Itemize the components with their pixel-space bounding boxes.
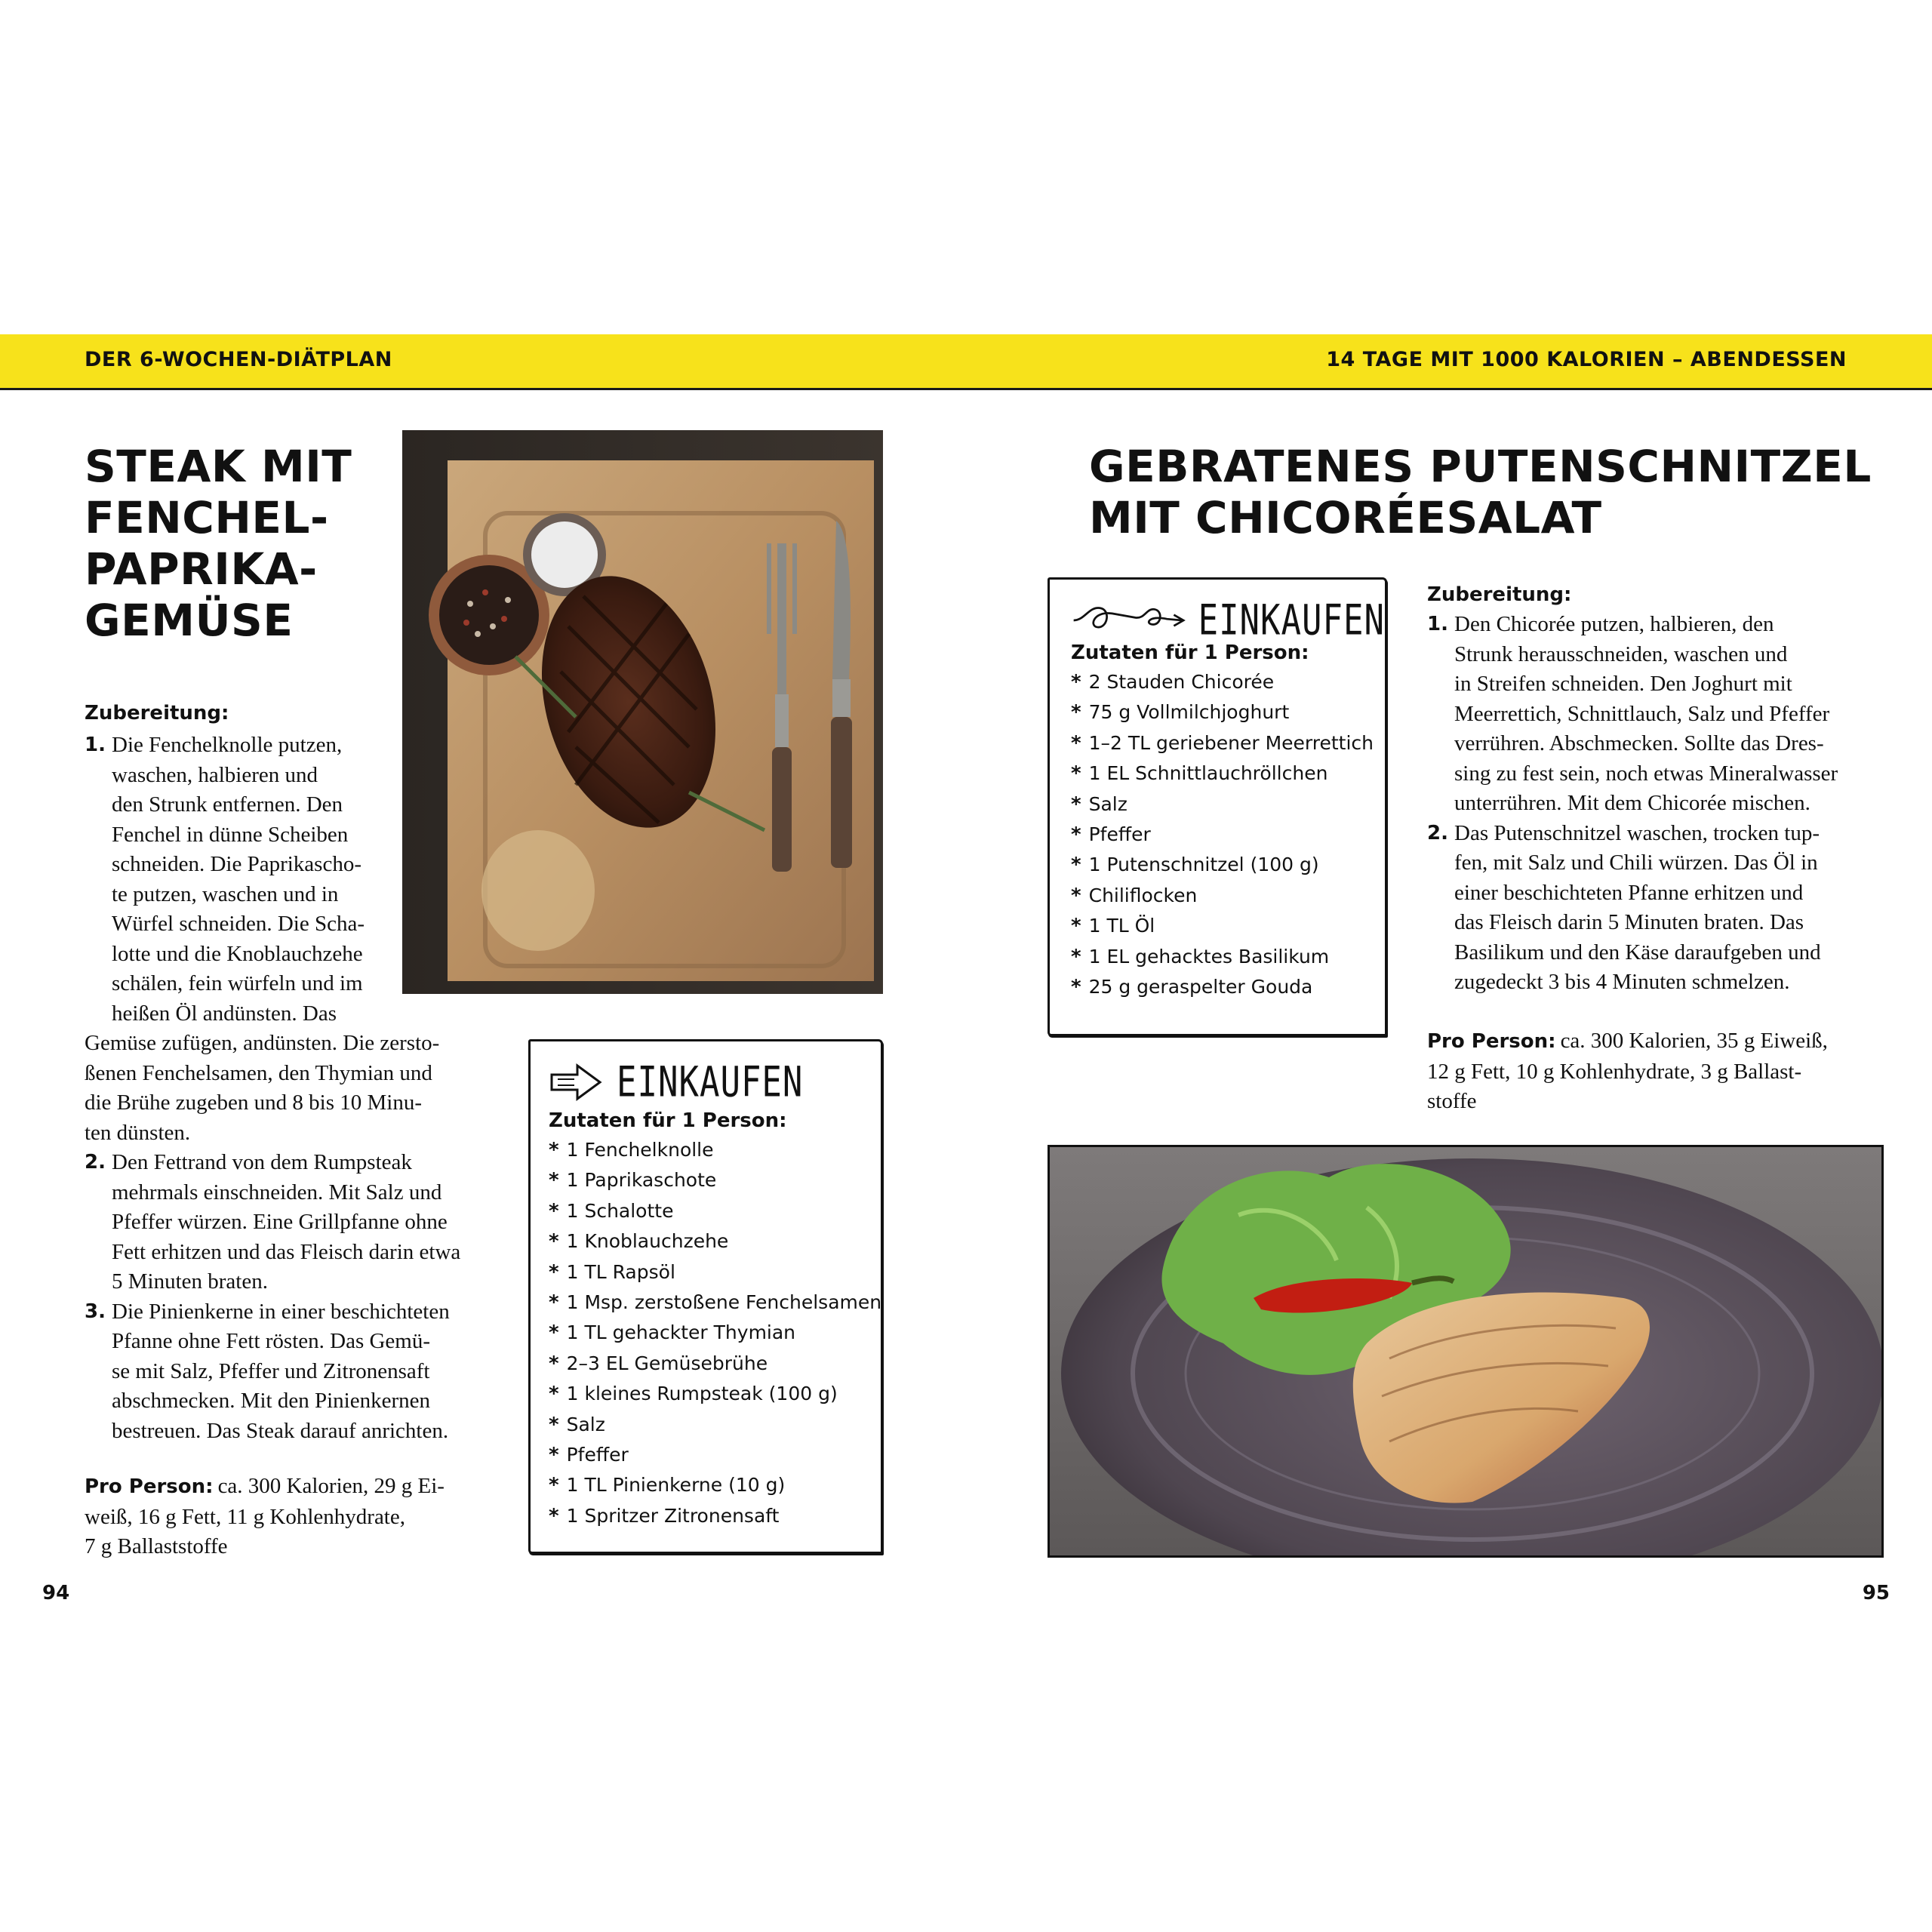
right-recipe-title (1089, 441, 1872, 543)
page-number-right: 95 (1862, 1582, 1890, 1604)
shopping-list (549, 1135, 881, 1531)
shopping-item-text: 1–2 TL geriebener Meerrettich (1088, 731, 1374, 754)
step-number: 2. (1427, 821, 1448, 844)
step-text-line: Das Putenschnitzel waschen, trocken tup- (1454, 820, 1820, 845)
right-step (1427, 610, 1880, 819)
shopping-item (1071, 758, 1385, 789)
step-text-line: ßenen Fenchelsamen, den Thymian und (85, 1060, 432, 1085)
step-text-line: Fett erhitzen und das Fleisch darin etwa (112, 1239, 461, 1264)
star-icon: * (549, 1413, 559, 1436)
star-icon: * (549, 1260, 559, 1284)
shopping-item (1071, 728, 1385, 758)
step-text-line: te putzen, waschen und in (112, 881, 339, 906)
shopping-item (549, 1410, 881, 1440)
header-right-title: 14 TAGE MIT 1000 KALORIEN – ABENDESSEN (1326, 348, 1847, 371)
shopping-item-text: 1 TL gehackter Thymian (566, 1321, 796, 1344)
step-text-line: verrühren. Abschmecken. Sollte das Dres- (1454, 731, 1824, 755)
turkey-schnitzel-photo (1048, 1145, 1884, 1558)
shopping-item (549, 1318, 881, 1348)
step-text-line: das Fleisch darin 5 Minuten braten. Das (1454, 910, 1804, 934)
arrow-icon (549, 1061, 603, 1103)
nutrition-line: stoffe (1427, 1089, 1477, 1113)
step-text-line: se mit Salz, Pfeffer und Zitronensaft (112, 1358, 430, 1383)
left-prep-label: Zubereitung: (85, 702, 229, 724)
shopping-item-text: 25 g geraspelter Gouda (1088, 976, 1313, 998)
star-icon: * (549, 1230, 559, 1254)
shopping-item (549, 1501, 881, 1531)
star-icon: * (549, 1291, 559, 1315)
shopping-subheading: Zutaten für 1 Person: (1071, 641, 1309, 664)
step-text-line: Pfeffer würzen. Eine Grillpfanne ohne (112, 1210, 448, 1234)
nutrition-line: 12 g Fett, 10 g Kohlenhydrate, 3 g Ballast- (1427, 1059, 1802, 1084)
shopping-item-text: 2 Stauden Chicorée (1088, 671, 1275, 693)
star-icon: * (549, 1139, 559, 1161)
star-icon: * (1071, 854, 1081, 877)
step-text-line: Gemüse zufügen, andünsten. Die zersto- (85, 1031, 440, 1055)
star-icon: * (1071, 731, 1081, 755)
step-text-line: waschen, halbieren und (112, 762, 318, 787)
shopping-item (1071, 911, 1385, 941)
star-icon: * (549, 1352, 559, 1375)
left-recipe-title (85, 441, 352, 646)
step-text-line: einer beschichteten Pfanne erhitzen und (1454, 880, 1804, 905)
step-text-line: Den Fettrand von dem Rumpsteak (112, 1150, 412, 1174)
right-shopping-box (1048, 577, 1387, 1036)
step-text-line: Fenchel in dünne Scheiben (112, 822, 349, 847)
step-text-line: sing zu fest sein, noch etwas Mineralwasser (1454, 761, 1838, 786)
shopping-item (549, 1379, 881, 1409)
step-text-line: Meerrettich, Schnittlauch, Salz und Pfeffer (1454, 701, 1830, 726)
shopping-item-text: 1 Msp. zerstoßene Fenchelsamen (566, 1291, 882, 1314)
shopping-item-text: 2–3 EL Gemüsebrühe (566, 1352, 768, 1374)
star-icon: * (1071, 762, 1081, 786)
step-text-line: Pfanne ohne Fett rösten. Das Gemü- (112, 1329, 431, 1353)
shopping-item-text: 1 Putenschnitzel (100 g) (1088, 854, 1319, 876)
shopping-item-text: 1 TL Rapsöl (566, 1260, 675, 1283)
star-icon: * (1071, 823, 1081, 847)
shopping-item (549, 1257, 881, 1287)
left-steps-list (85, 731, 507, 1446)
shopping-item-text: 1 EL gehacktes Basilikum (1088, 945, 1330, 968)
star-icon: * (549, 1504, 559, 1527)
right-step (1427, 819, 1880, 998)
step-text-line: Basilikum und den Käse daraufgeben und (1454, 940, 1821, 964)
shopping-item (1071, 881, 1385, 911)
star-icon: * (549, 1199, 559, 1223)
nutrition-label: Pro Person: (85, 1475, 214, 1498)
star-icon: * (549, 1444, 559, 1467)
star-icon: * (1071, 976, 1081, 999)
star-icon: * (549, 1474, 559, 1497)
step-text-line: schälen, fein würfeln und im (112, 971, 363, 995)
left-title-line: PAPRIKA- (85, 543, 318, 595)
step-text-line: fen, mit Salz und Chili würzen. Das Öl in (1454, 851, 1818, 875)
header-band (0, 334, 1932, 390)
left-step (85, 1148, 507, 1297)
nutrition-line: 7 g Ballaststoffe (85, 1534, 228, 1558)
step-text-line: Würfel schneiden. Die Scha- (112, 912, 365, 936)
shopping-item (549, 1226, 881, 1257)
step-text-line: abschmecken. Mit den Pinienkernen (112, 1389, 430, 1413)
right-steps-list (1427, 610, 1880, 998)
step-text-line: Strunk herausschneiden, waschen und (1454, 641, 1788, 666)
shopping-item (549, 1196, 881, 1226)
step-text-line: ten dünsten. (85, 1120, 191, 1145)
step-text-line: Die Fenchelknolle putzen, (112, 733, 343, 757)
shopping-item-text: 1 Spritzer Zitronensaft (566, 1504, 780, 1527)
shopping-item-text: 1 Paprikaschote (566, 1169, 717, 1192)
shopping-item (1071, 972, 1385, 1002)
shopping-item (1071, 667, 1385, 697)
step-number: 1. (85, 734, 106, 756)
shopping-item-text: 1 kleines Rumpsteak (100 g) (566, 1383, 838, 1405)
swirl-arrow-icon (1071, 598, 1188, 643)
step-text-line: Die Pinienkerne in einer beschichteten (112, 1299, 450, 1324)
step-number: 3. (85, 1300, 106, 1323)
shopping-list (1071, 667, 1385, 1002)
shopping-item (1071, 820, 1385, 850)
left-title-line: FENCHEL- (85, 492, 329, 543)
star-icon: * (1071, 884, 1081, 907)
shopping-item (1071, 789, 1385, 820)
nutrition-label: Pro Person: (1427, 1030, 1556, 1053)
shopping-subheading: Zutaten für 1 Person: (549, 1109, 787, 1132)
step-text-line: Den Chicorée putzen, halbieren, den (1454, 612, 1774, 636)
step-text-line: heißen Öl andünsten. Das (112, 1001, 337, 1026)
shopping-item-text: Chiliflocken (1088, 884, 1198, 906)
star-icon: * (1071, 701, 1081, 724)
star-icon: * (549, 1383, 559, 1406)
step-text-line: 5 Minuten braten. (112, 1269, 268, 1294)
shopping-item-text: Salz (566, 1413, 605, 1435)
shopping-heading: EINKAUFEN (617, 1058, 804, 1106)
shopping-item (549, 1135, 881, 1165)
step-text-line: die Brühe zugeben und 8 bis 10 Minu- (85, 1091, 423, 1115)
step-text-line: schneiden. Die Paprikascho- (112, 852, 361, 876)
shopping-item (1071, 697, 1385, 728)
nutrition-line: ca. 300 Kalorien, 29 g Ei- (217, 1474, 445, 1498)
shopping-item-text: 1 Fenchelknolle (566, 1139, 714, 1161)
shopping-item-text: 1 TL Pinienkerne (10 g) (566, 1474, 786, 1497)
right-title-line: MIT CHICORÉESALAT (1089, 492, 1602, 543)
step-text-line: unterrühren. Mit dem Chicorée mischen. (1454, 791, 1810, 815)
nutrition-line: weiß, 16 g Fett, 11 g Kohlenhydrate, (85, 1504, 405, 1529)
left-shopping-box (528, 1039, 883, 1554)
step-text-line: mehrmals einschneiden. Mit Salz und (112, 1180, 442, 1204)
step-text-line: den Strunk entfernen. Den (112, 792, 343, 817)
left-step (85, 1297, 507, 1447)
left-nutrition (85, 1472, 507, 1562)
shopping-item-text: Pfeffer (566, 1444, 629, 1466)
left-title-line: GEMÜSE (85, 595, 294, 646)
star-icon: * (549, 1321, 559, 1345)
header-left-title: DER 6-WOCHEN-DIÄTPLAN (85, 348, 392, 371)
step-number: 1. (1427, 613, 1448, 635)
shopping-item (549, 1165, 881, 1195)
step-number: 2. (85, 1151, 106, 1174)
star-icon: * (1071, 792, 1081, 816)
shopping-item (1071, 942, 1385, 972)
right-title-line: GEBRATENES PUTENSCHNITZEL (1089, 441, 1872, 492)
right-prep-label: Zubereitung: (1427, 583, 1572, 606)
left-title-line: STEAK MIT (85, 441, 352, 492)
shopping-item-text: 1 Schalotte (566, 1199, 674, 1222)
shopping-item-text: 1 TL Öl (1088, 915, 1155, 937)
star-icon: * (549, 1169, 559, 1192)
shopping-header (549, 1055, 881, 1109)
shopping-item-text: 1 Knoblauchzehe (566, 1230, 729, 1253)
shopping-item-text: Salz (1088, 792, 1128, 815)
step-text-line: lotte und die Knoblauchzehe (112, 941, 363, 966)
nutrition-line: ca. 300 Kalorien, 35 g Eiweiß, (1560, 1029, 1828, 1053)
shopping-item (549, 1470, 881, 1500)
star-icon: * (1071, 671, 1081, 694)
shopping-item (549, 1440, 881, 1470)
shopping-item-text: Pfeffer (1088, 823, 1151, 846)
shopping-item (1071, 850, 1385, 880)
shopping-item (549, 1287, 881, 1318)
page-number-left: 94 (42, 1582, 70, 1604)
star-icon: * (1071, 915, 1081, 938)
shopping-item-text: 75 g Vollmilchjoghurt (1088, 701, 1290, 724)
shopping-heading: EINKAUFEN (1198, 596, 1385, 645)
right-nutrition (1427, 1026, 1880, 1117)
step-text-line: bestreuen. Das Steak darauf anrichten. (112, 1418, 449, 1443)
step-text-line: zugedeckt 3 bis 4 Minuten schmelzen. (1454, 970, 1790, 994)
left-step (85, 731, 507, 1148)
shopping-item-text: 1 EL Schnittlauchröllchen (1088, 762, 1328, 785)
shopping-header (1071, 596, 1385, 645)
star-icon: * (1071, 945, 1081, 968)
shopping-item (549, 1349, 881, 1379)
step-text-line: in Streifen schneiden. Den Joghurt mit (1454, 672, 1792, 696)
